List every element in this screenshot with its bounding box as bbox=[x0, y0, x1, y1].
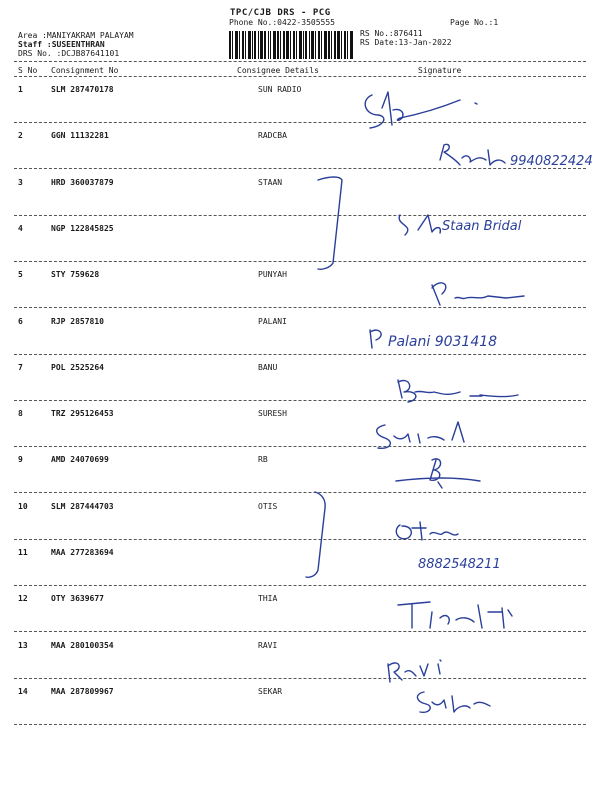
signature-row-12 bbox=[398, 602, 512, 628]
signature-row-10 bbox=[396, 522, 458, 540]
col-consignment: Consignment No bbox=[51, 66, 119, 75]
row-serial-number: 7 bbox=[18, 363, 23, 372]
row-serial-number: 6 bbox=[18, 317, 23, 326]
signature-row-13 bbox=[388, 660, 441, 682]
row-consignment-number: OTY 3639677 bbox=[51, 594, 104, 603]
signature-row-1 bbox=[365, 92, 477, 128]
row-consignment-number: MAA 287809967 bbox=[51, 687, 114, 696]
signature-row-9 bbox=[396, 459, 480, 488]
row-serial-number: 11 bbox=[18, 548, 28, 557]
row-serial-number: 12 bbox=[18, 594, 28, 603]
area-label: Area :MANIYAKRAM PALAYAM bbox=[18, 31, 134, 40]
drs-number: DRS No. :DCJB87641101 bbox=[18, 49, 120, 58]
row-serial-number: 2 bbox=[18, 131, 23, 140]
bracket-rows-10-11 bbox=[306, 492, 325, 577]
signature-row-8 bbox=[377, 422, 464, 448]
row-consignment-number: AMD 24070699 bbox=[51, 455, 109, 464]
col-sno: S No bbox=[18, 66, 38, 75]
row-serial-number: 9 bbox=[18, 455, 23, 464]
row-serial-number: 14 bbox=[18, 687, 28, 696]
row-consignment-number: SLM 287470178 bbox=[51, 85, 114, 94]
signature-note-phone-2: 8882548211 bbox=[418, 557, 501, 572]
col-consignee: Consignee Details bbox=[237, 66, 319, 75]
signature-note-staan: Staan Bridal bbox=[442, 219, 522, 234]
row-consignee-name: RB bbox=[258, 455, 268, 464]
signature-row-7 bbox=[398, 380, 518, 402]
signature-note-palani: Palani 9031418 bbox=[388, 334, 498, 350]
row-consignment-number: POL 2525264 bbox=[51, 363, 104, 372]
row-consignee-name: SURESH bbox=[258, 409, 287, 418]
bracket-rows-3-5 bbox=[318, 177, 342, 269]
row-consignee-name: BANU bbox=[258, 363, 278, 372]
col-signature: Signature bbox=[418, 66, 462, 75]
row-consignment-number: NGP 122845825 bbox=[51, 224, 114, 233]
row-consignee-name: RADCBA bbox=[258, 131, 287, 140]
signature-note-phone-1: 9940822424 bbox=[510, 154, 593, 169]
row-consignment-number: GGN 11132281 bbox=[51, 131, 109, 140]
row-consignment-number: SLM 287444703 bbox=[51, 502, 114, 511]
row-consignee-name: RAVI bbox=[258, 641, 278, 650]
row-consignment-number: MAA 280100354 bbox=[51, 641, 114, 650]
rs-number: RS No.:876411 bbox=[360, 29, 423, 38]
row-serial-number: 10 bbox=[18, 502, 28, 511]
row-consignment-number: RJP 2857810 bbox=[51, 317, 104, 326]
row-consignment-number: STY 759628 bbox=[51, 270, 100, 279]
row-consignee-name: SEKAR bbox=[258, 687, 283, 696]
signature-row-5 bbox=[432, 283, 524, 305]
row-serial-number: 3 bbox=[18, 178, 23, 187]
row-consignment-number: HRD 360037879 bbox=[51, 178, 114, 187]
row-consignee-name: PALANI bbox=[258, 317, 287, 326]
signature-row-2 bbox=[440, 144, 505, 165]
row-consignment-number: TRZ 295126453 bbox=[51, 409, 114, 418]
row-consignee-name: SUN RADIO bbox=[258, 85, 302, 94]
document-title: TPC/CJB DRS - PCG bbox=[230, 8, 331, 18]
row-serial-number: 1 bbox=[18, 85, 23, 94]
row-serial-number: 5 bbox=[18, 270, 23, 279]
row-serial-number: 4 bbox=[18, 224, 23, 233]
row-consignee-name: OTIS bbox=[258, 502, 278, 511]
rs-date: RS Date:13-Jan-2022 bbox=[360, 38, 452, 47]
row-consignee-name: THIA bbox=[258, 594, 278, 603]
signature-row-4 bbox=[399, 215, 440, 235]
signature-row-14 bbox=[417, 692, 490, 712]
phone-number: Phone No.:0422-3505555 bbox=[229, 18, 335, 27]
row-serial-number: 8 bbox=[18, 409, 23, 418]
staff-label: Staff :SUSEENTHRAN bbox=[18, 40, 105, 49]
row-consignee-name: STAAN bbox=[258, 178, 283, 187]
signature-row-6 bbox=[370, 330, 381, 348]
page-number: Page No.:1 bbox=[450, 18, 499, 27]
row-serial-number: 13 bbox=[18, 641, 28, 650]
row-consignee-name: PUNYAH bbox=[258, 270, 287, 279]
row-consignment-number: MAA 277283694 bbox=[51, 548, 114, 557]
